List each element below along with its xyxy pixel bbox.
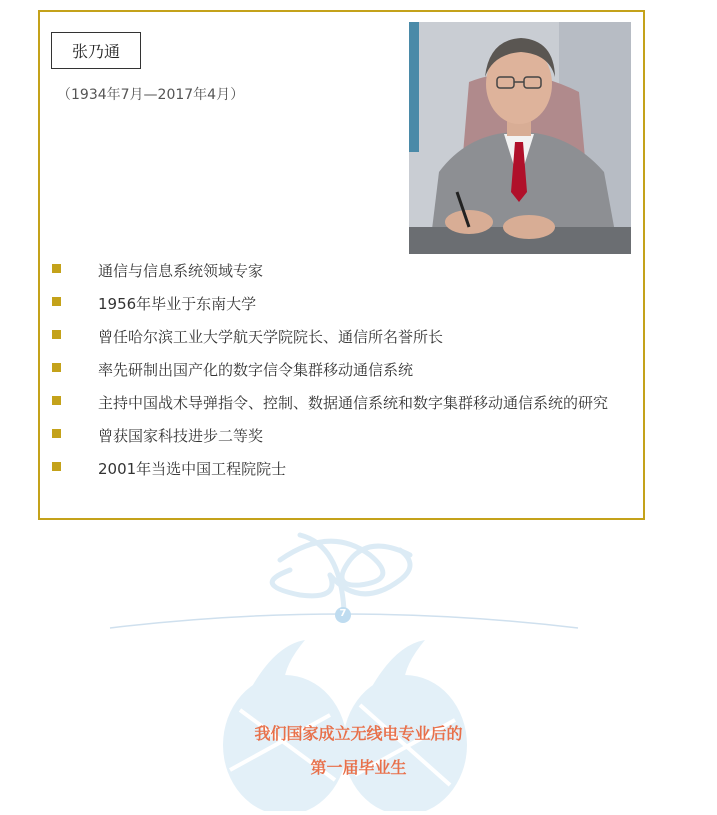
- list-item: 率先研制出国产化的数字信令集群移动通信系统: [50, 357, 635, 384]
- bullet-square-icon: [52, 264, 61, 273]
- list-item: 2001年当选中国工程院院士: [50, 456, 635, 483]
- section-heading-line2: 第一届毕业生: [310, 758, 407, 777]
- section-decoration: [0, 525, 717, 811]
- section-heading-line1: 我们国家成立无线电专业后的: [254, 724, 463, 743]
- life-dates: （1934年7月—2017年4月）: [57, 87, 245, 103]
- bullet-square-icon: [52, 363, 61, 372]
- list-item: 主持中国战术导弹指令、控制、数据通信系统和数字集群移动通信系统的研究: [50, 390, 635, 417]
- section-number: 7: [339, 608, 347, 619]
- person-name: 张乃通: [71, 42, 120, 61]
- name-box: [51, 32, 141, 69]
- list-item: 曾获国家科技进步二等奖: [50, 423, 635, 450]
- bullet-square-icon: [52, 462, 61, 471]
- list-item: 曾任哈尔滨工业大学航天学院院长、通信所名誉所长: [50, 324, 635, 351]
- achievement-list: [50, 258, 635, 489]
- bullet-square-icon: [52, 429, 61, 438]
- portrait-photo: [409, 22, 631, 254]
- list-item: 通信与信息系统领域专家: [50, 258, 635, 285]
- list-item: 1956年毕业于东南大学: [50, 291, 635, 318]
- bullet-square-icon: [52, 396, 61, 405]
- portrait-illustration: [409, 22, 631, 254]
- bullet-square-icon: [52, 297, 61, 306]
- bullet-square-icon: [52, 330, 61, 339]
- profile-card: [38, 10, 645, 520]
